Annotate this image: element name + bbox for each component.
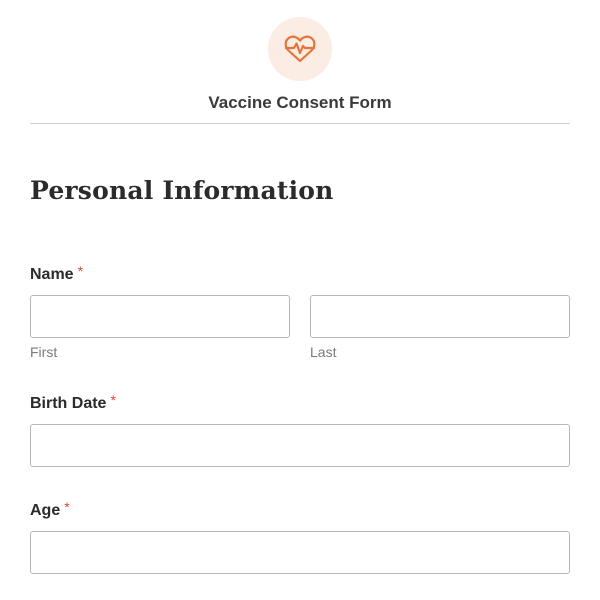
header-divider xyxy=(30,123,570,124)
age-input[interactable] xyxy=(30,531,570,574)
name-label-text: Name xyxy=(30,266,74,283)
age-label xyxy=(30,497,70,521)
heart-pulse-icon xyxy=(283,34,317,64)
last-name-sublabel: Last xyxy=(310,344,337,360)
name-required-mark: * xyxy=(77,263,84,279)
birth-date-label-text: Birth Date xyxy=(30,395,107,412)
first-name-input[interactable] xyxy=(30,295,290,338)
section-title: Personal Information xyxy=(30,176,334,205)
age-required-mark: * xyxy=(64,499,70,515)
form-title: Vaccine Consent Form xyxy=(208,93,392,112)
form-logo xyxy=(268,17,332,81)
birth-date-required-mark: * xyxy=(110,392,116,408)
birth-date-label xyxy=(30,390,116,414)
first-name-sublabel: First xyxy=(30,344,58,360)
last-name-input[interactable] xyxy=(310,295,570,338)
name-label xyxy=(30,261,83,285)
birth-date-input[interactable] xyxy=(30,424,570,467)
age-label-text: Age xyxy=(30,502,61,519)
